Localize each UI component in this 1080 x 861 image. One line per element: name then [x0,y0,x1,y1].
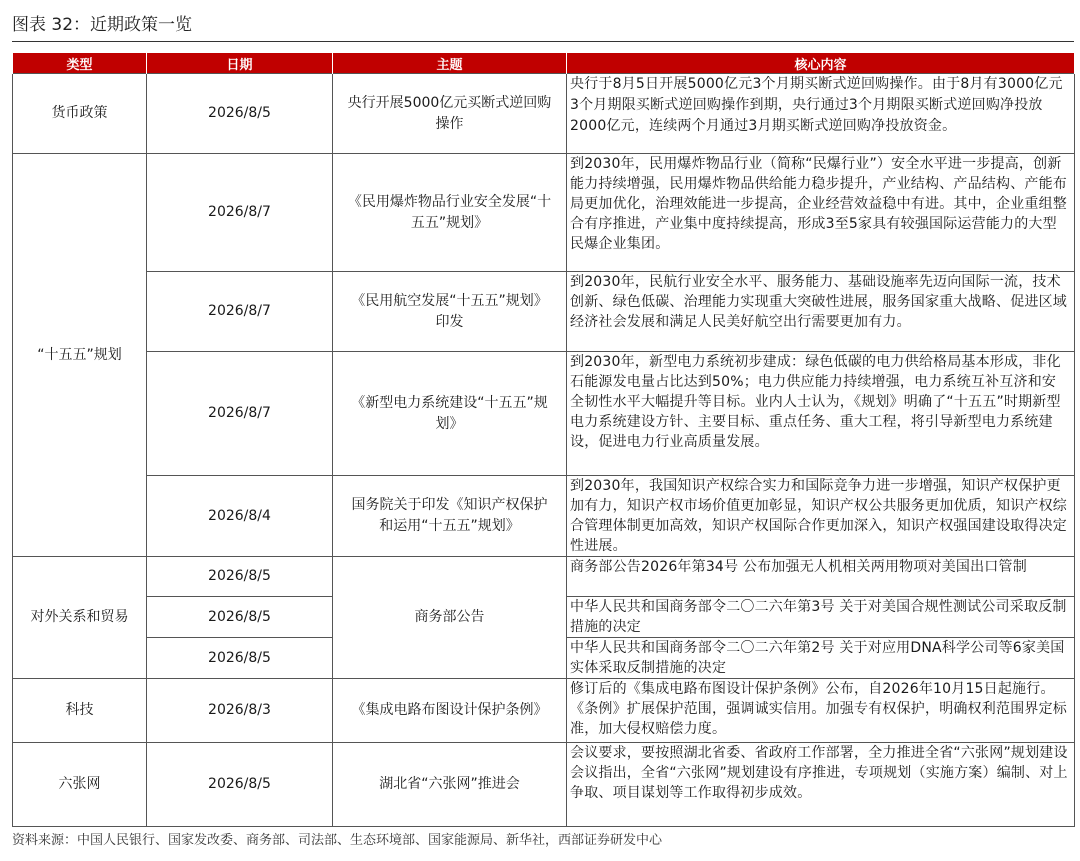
table-header-row [13,53,1075,74]
row-date: 2026/8/7 [147,352,333,476]
header-type: 类型 [13,53,147,74]
row-date: 2026/8/7 [147,272,333,352]
table-row [13,476,1075,557]
header-content: 核心内容 [567,53,1075,74]
table-row [13,557,1075,597]
table-row [13,679,1075,743]
row-content: 中华人民共和国商务部令二〇二六年第3号 关于对美国合规性测试公司采取反制措施的决定 [567,597,1075,638]
table-row [13,272,1075,352]
group-fyp: “十五五”规划 [13,154,147,557]
source-note: 资料来源：中国人民银行、国家发改委、商务部、司法部、生态环境部、国家能源局、新华社，西部证券研发中心 [12,833,663,848]
group-tech: 科技 [13,679,147,743]
table-row [13,74,1075,154]
header-date: 日期 [147,53,333,74]
row-date: 2026/8/4 [147,476,333,557]
row-date: 2026/8/5 [147,557,333,597]
row-date: 2026/8/5 [147,638,333,679]
row-date: 2026/8/3 [147,679,333,743]
table-row [13,154,1075,272]
row-topic: 湖北省“六张网”推进会 [333,743,567,827]
row-content: 到2030年，民用爆炸物品行业（简称“民爆行业”）安全水平进一步提高，创新能力持续增强，民用爆炸物品供给能力稳步提升，产业结构、产品结构、产能布局更加优化，治理效能进一步提高，企业经营效益稳中有进。其中，企业重组整合有序推进，产业集中度持续提高，形成3至5家具有较强国际运营能力的大型民爆企业集团。 [567,154,1075,272]
row-topic: 商务部公告 [333,557,567,679]
title-rule [12,41,1074,42]
row-content: 央行于8月5日开展5000亿元3个月期买断式逆回购操作。由于8月有3000亿元3个月期限买断式逆回购操作到期，央行通过3个月期限买断式逆回购净投放2000亿元，连续两个月通过3月期买断式逆回购净投放资金。 [567,74,1075,154]
row-topic: 央行开展5000亿元买断式逆回购操作 [333,74,567,154]
row-date: 2026/8/5 [147,597,333,638]
figure-title: 图表 32：近期政策一览 [12,15,193,35]
group-sixnet: 六张网 [13,743,147,827]
row-topic: 《集成电路布图设计保护条例》 [333,679,567,743]
table-row [13,743,1075,827]
row-topic: 《民用爆炸物品行业安全发展“十五五”规划》 [333,154,567,272]
row-content: 到2030年，民航行业安全水平、服务能力、基础设施率先迈向国际一流，技术创新、绿色低碳、治理能力实现重大突破性进展，服务国家重大战略、促进区域经济社会发展和满足人民美好航空出行需要更加有力。 [567,272,1075,352]
row-content: 中华人民共和国商务部令二〇二六年第2号 关于对应用DNA科学公司等6家美国实体采取反制措施的决定 [567,638,1075,679]
row-content: 修订后的《集成电路布图设计保护条例》公布，自2026年10月15日起施行。《条例》扩展保护范围，强调诚实信用。加强专有权保护，明确权利范围界定标准，加大侵权赔偿力度。 [567,679,1075,743]
row-topic: 《新型电力系统建设“十五五”规划》 [333,352,567,476]
row-date: 2026/8/7 [147,154,333,272]
policy-table [12,53,1075,827]
row-content: 会议要求，要按照湖北省委、省政府工作部署，全力推进全省“六张网”规划建设会议指出，全省“六张网”规划建设有序推进，专项规划（实施方案）编制、对上争取、项目谋划等工作取得初步成效。 [567,743,1075,827]
row-topic: 国务院关于印发《知识产权保护和运用“十五五”规划》 [333,476,567,557]
header-topic: 主题 [333,53,567,74]
table-row [13,352,1075,476]
row-date: 2026/8/5 [147,743,333,827]
group-foreign: 对外关系和贸易 [13,557,147,679]
group-monetary: 货币政策 [13,74,147,154]
row-content: 到2030年，我国知识产权综合实力和国际竞争力进一步增强，知识产权保护更加有力，知识产权市场价值更加彰显，知识产权公共服务更加优质，知识产权综合管理体制更加高效，知识产权国际合作更加深入，知识产权强国建设取得决定性进展。 [567,476,1075,557]
row-date: 2026/8/5 [147,74,333,154]
row-content: 商务部公告2026年第34号 公布加强无人机相关两用物项对美国出口管制 [567,557,1075,597]
row-topic: 《民用航空发展“十五五”规划》印发 [333,272,567,352]
row-content: 到2030年，新型电力系统初步建成：绿色低碳的电力供给格局基本形成，非化石能源发电量占比达到50%；电力供应能力持续增强，电力系统互补互济和安全韧性水平大幅提升等目标。业内人士认为，《规划》明确了“十五五”时期新型电力系统建设方针、主要目标、重点任务、重大工程，将引导新型电力系统建设，促进电力行业高质量发展。 [567,352,1075,476]
